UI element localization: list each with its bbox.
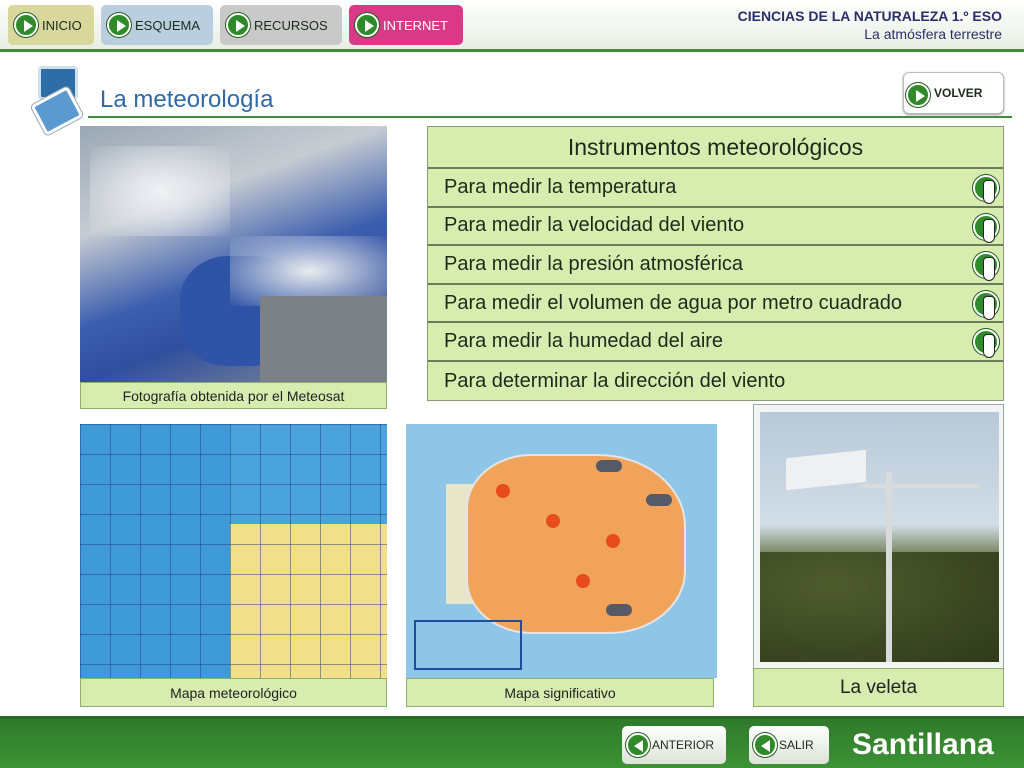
sun-icon [576,574,590,588]
recursos-button[interactable] [220,5,342,45]
sun-icon [496,484,510,498]
play-icon [906,83,930,107]
instrument-label: Para medir la humedad del aire [444,330,724,353]
recursos-label: RECURSOS [254,17,328,33]
inicio-button[interactable] [8,5,94,45]
instrument-row-presion[interactable] [428,246,1003,285]
esquema-label: ESQUEMA [135,17,201,33]
hand-pointer-icon[interactable] [973,175,999,201]
cloud-icon [606,604,632,616]
internet-label: INTERNET [383,17,448,33]
volver-label: VOLVER [934,86,983,100]
instrument-row-direccion-viento [428,362,1003,401]
instrument-label: Para medir la presión atmosférica [444,252,744,275]
volver-button[interactable] [903,72,1004,114]
instruments-panel [427,126,1004,401]
bottom-bar [0,716,1024,768]
top-bar [0,0,1024,52]
hand-pointer-icon[interactable] [973,291,999,317]
instrument-row-viento[interactable] [428,208,1003,247]
salir-label: SALIR [779,738,814,752]
section-icon [32,66,84,132]
page-title: La meteorología [100,86,274,113]
significant-map [406,424,717,678]
weather-map [80,424,387,678]
instrument-row-volumen-agua[interactable] [428,285,1003,324]
inicio-label: INICIO [42,17,82,33]
back-arrow-icon [753,733,777,757]
hand-pointer-icon[interactable] [973,252,999,278]
instrument-label: Para medir la temperatura [444,175,677,198]
significant-map-caption: Mapa significativo [406,678,714,707]
vane-caption: La veleta [753,668,1004,707]
anterior-label: ANTERIOR [652,738,715,752]
instrument-label: Para medir el volumen de agua por metro cuadrado [444,291,903,314]
esquema-button[interactable] [101,5,213,45]
course-subtitle: La atmósfera terrestre [864,26,1002,42]
satellite-caption: Fotografía obtenida por el Meteosat [80,382,387,409]
brand-logo: Santillana [852,728,994,761]
course-info [738,8,1002,42]
anterior-button[interactable] [622,726,726,764]
course-title: CIENCIAS DE LA NATURALEZA 1.º ESO [737,8,1002,24]
cloud-icon [646,494,672,506]
weather-map-caption: Mapa meteorológico [80,678,387,707]
weather-vane-photo [760,412,999,662]
title-divider [88,116,1012,118]
play-icon [226,13,250,37]
play-icon [107,13,131,37]
play-icon [14,13,38,37]
instruments-title: Instrumentos meteorológicos [428,127,1003,169]
instrument-row-temperatura[interactable] [428,169,1003,208]
play-icon [355,13,379,37]
sun-icon [546,514,560,528]
salir-button[interactable] [749,726,829,764]
back-arrow-icon [626,733,650,757]
instrument-label: Para determinar la dirección del viento [444,369,786,392]
internet-button[interactable] [349,5,463,45]
instrument-label: Para medir la velocidad del viento [444,214,745,237]
satellite-photo [80,126,387,382]
hand-pointer-icon[interactable] [973,214,999,240]
sun-icon [606,534,620,548]
hand-pointer-icon[interactable] [973,329,999,355]
cloud-icon [596,460,622,472]
instrument-row-humedad[interactable] [428,323,1003,362]
